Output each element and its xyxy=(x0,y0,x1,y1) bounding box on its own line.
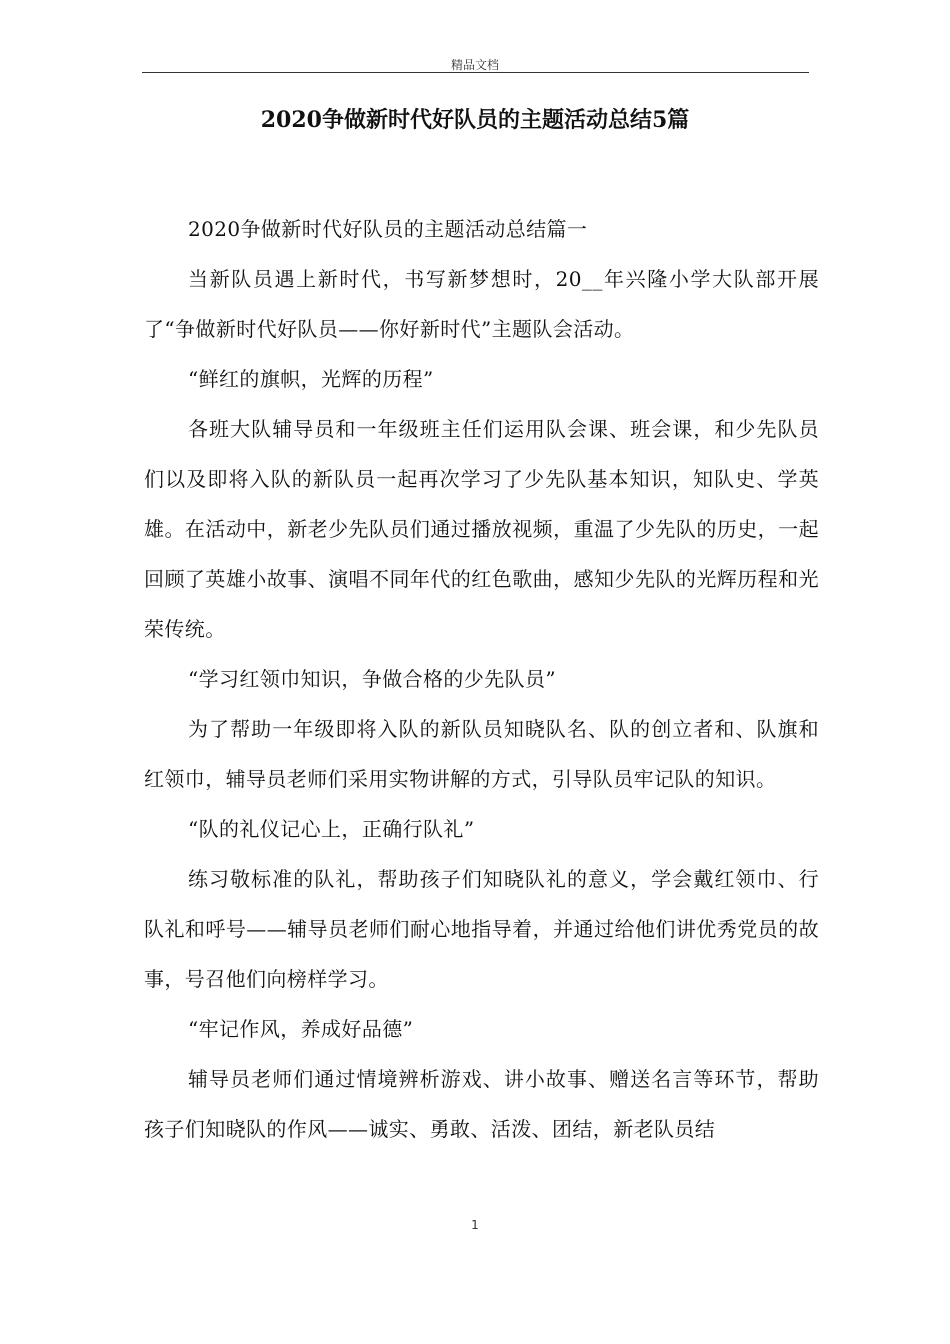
body-paragraph: 各班大队辅导员和一年级班主任们运用队会课、班会课，和少先队员们以及即将入队的新队员一起再次学习了少先队基本知识，知队史、学英雄。在活动中，新老少先队员们通过播放视频，重温了少先队的历史，一起回顾了英雄小故事、演唱不同年代的红色歌曲，感知少先队的光辉历程和光荣传统。 xyxy=(144,417,819,641)
page-number: 1 xyxy=(471,1218,479,1232)
subheading-quote: “队的礼仪记心上，正确行队礼” xyxy=(188,817,475,841)
document-body xyxy=(144,204,819,1154)
section-heading: 2020争做新时代好队员的主题活动总结篇一 xyxy=(188,217,588,241)
header-divider xyxy=(142,72,809,73)
subheading-quote: “牢记作风，养成好品德” xyxy=(188,1017,414,1041)
document-title: 2020争做新时代好队员的主题活动总结5篇 xyxy=(260,107,690,133)
subheading-quote: “鲜红的旗帜，光辉的历程” xyxy=(188,367,434,391)
body-paragraph: 为了帮助一年级即将入队的新队员知晓队名、队的创立者和、队旗和红领巾，辅导员老师们采用实物讲解的方式，引导队员牢记队的知识。 xyxy=(144,717,819,791)
body-paragraph: 当新队员遇上新时代，书写新梦想时，20__年兴隆小学大队部开展了“争做新时代好队员——你好新时代”主题队会活动。 xyxy=(144,267,819,341)
subheading-quote: “学习红领巾知识，争做合格的少先队员” xyxy=(188,667,557,691)
body-paragraph: 辅导员老师们通过情境辨析游戏、讲小故事、赠送名言等环节，帮助孩子们知晓队的作风——诚实、勇敢、活泼、团结，新老队员结 xyxy=(144,1067,819,1141)
page-header: 精品文档 xyxy=(450,58,499,72)
body-paragraph: 练习敬标准的队礼，帮助孩子们知晓队礼的意义，学会戴红领巾、行队礼和呼号——辅导员老师们耐心地指导着，并通过给他们讲优秀党员的故事，号召他们向榜样学习。 xyxy=(144,867,819,991)
